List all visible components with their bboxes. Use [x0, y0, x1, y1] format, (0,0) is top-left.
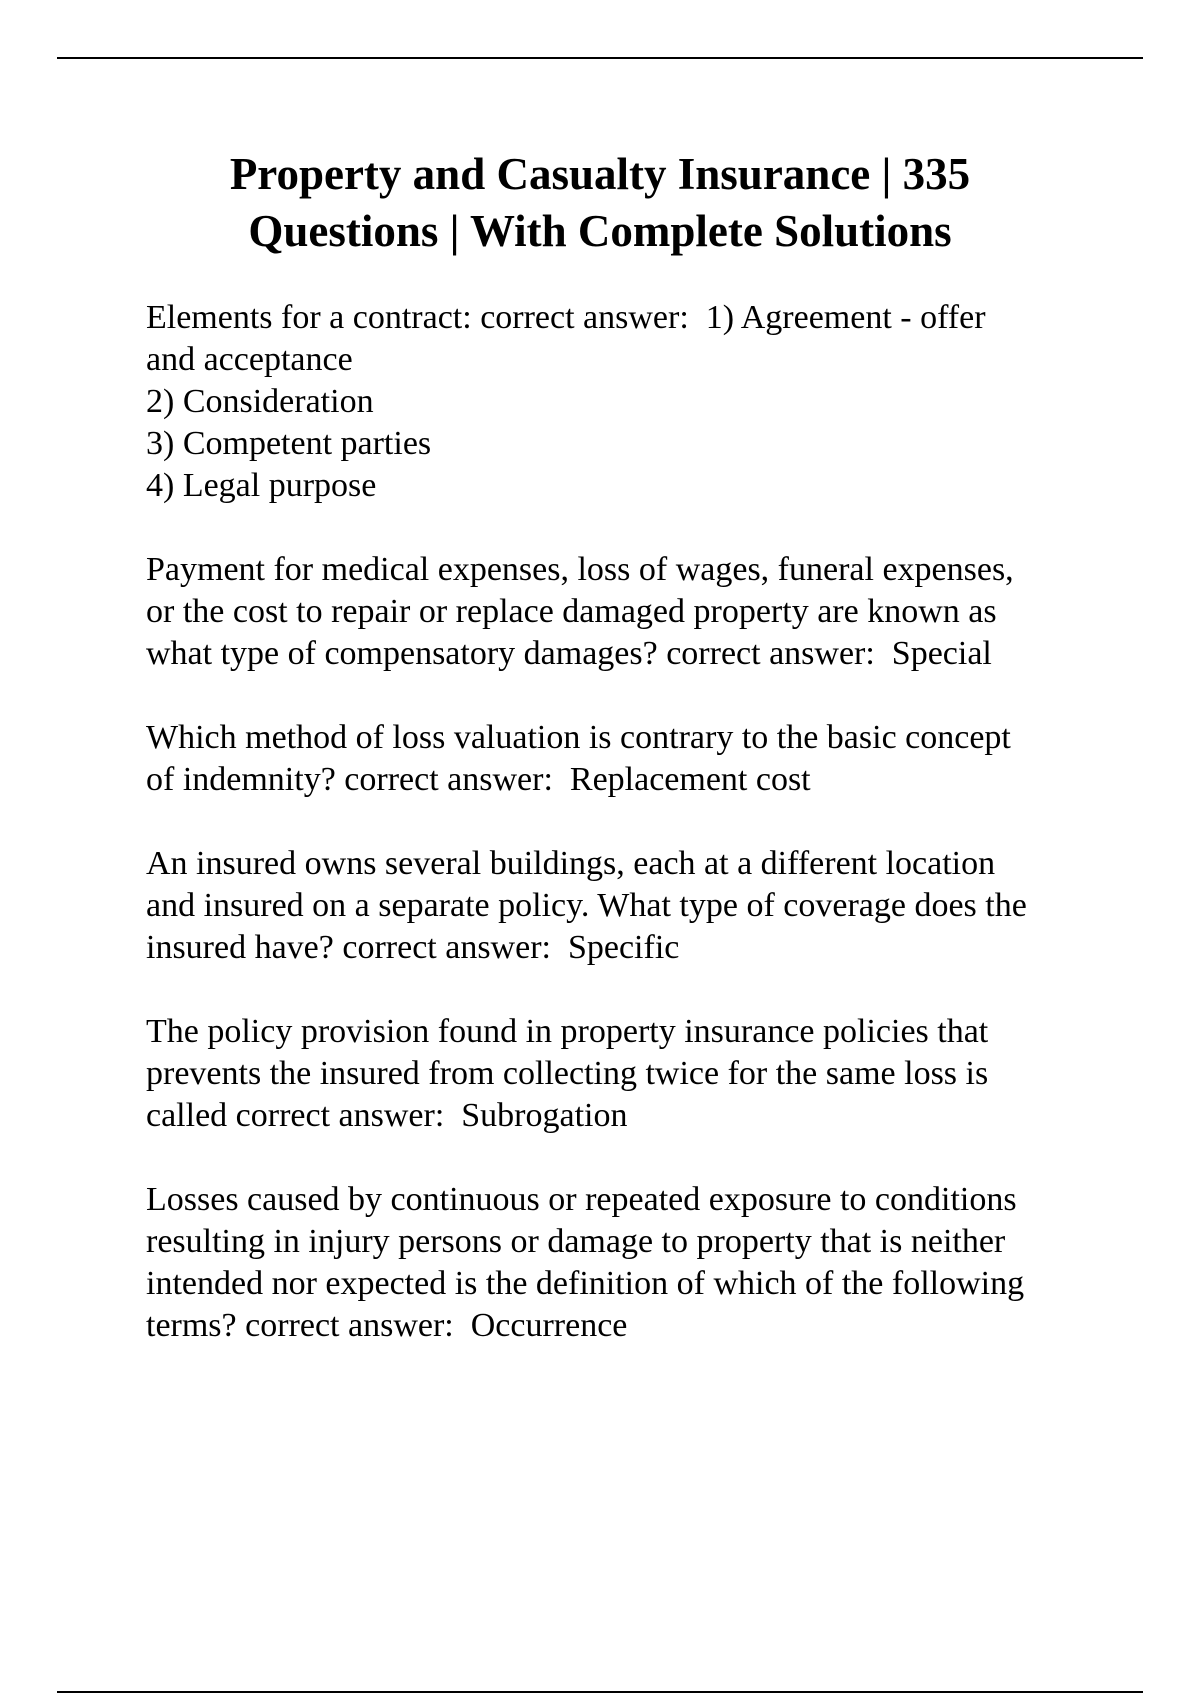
qa-line: Elements for a contract: correct answer: 1) Agreement - offer	[146, 299, 986, 336]
qa-entry-contract-elements	[146, 297, 1106, 507]
qa-line: insured have? correct answer: Specific	[146, 929, 680, 966]
qa-line: Losses caused by continuous or repeated exposure to conditions	[146, 1181, 1017, 1218]
qa-line: The policy provision found in property insurance policies that	[146, 1013, 989, 1050]
qa-line: 3) Competent parties	[146, 425, 432, 462]
qa-line: An insured owns several buildings, each at a different location	[146, 845, 996, 882]
qa-line: of indemnity? correct answer: Replacement cost	[146, 761, 811, 798]
title-line-2: Questions | With Complete Solutions	[248, 206, 952, 256]
qa-line: and insured on a separate policy. What type of coverage does the	[146, 887, 1027, 924]
qa-line: terms? correct answer: Occurrence	[146, 1307, 628, 1344]
qa-line: called correct answer: Subrogation	[146, 1097, 628, 1134]
qa-entry-subrogation	[146, 1011, 1106, 1137]
page-title	[120, 146, 1080, 260]
qa-line: 4) Legal purpose	[146, 467, 377, 504]
qa-line: what type of compensatory damages? correct answer: Special	[146, 635, 992, 672]
qa-line: and acceptance	[146, 341, 353, 378]
qa-line: intended nor expected is the definition of which of the following	[146, 1265, 1025, 1302]
qa-line: Payment for medical expenses, loss of wages, funeral expenses,	[146, 551, 1014, 588]
qa-entry-occurrence	[146, 1179, 1106, 1347]
qa-line: resulting in injury persons or damage to property that is neither	[146, 1223, 1006, 1260]
title-line-1: Property and Casualty Insurance | 335	[229, 149, 971, 199]
qa-line: Which method of loss valuation is contrary to the basic concept	[146, 719, 1011, 756]
qa-list	[146, 297, 1106, 1389]
qa-entry-special-damages	[146, 549, 1106, 675]
bottom-divider	[57, 1691, 1143, 1693]
qa-line: or the cost to repair or replace damaged property are known as	[146, 593, 997, 630]
qa-entry-specific-coverage	[146, 843, 1106, 969]
top-divider	[57, 57, 1143, 59]
qa-entry-loss-valuation	[146, 717, 1106, 801]
qa-line: 2) Consideration	[146, 383, 374, 420]
qa-line: prevents the insured from collecting twice for the same loss is	[146, 1055, 989, 1092]
